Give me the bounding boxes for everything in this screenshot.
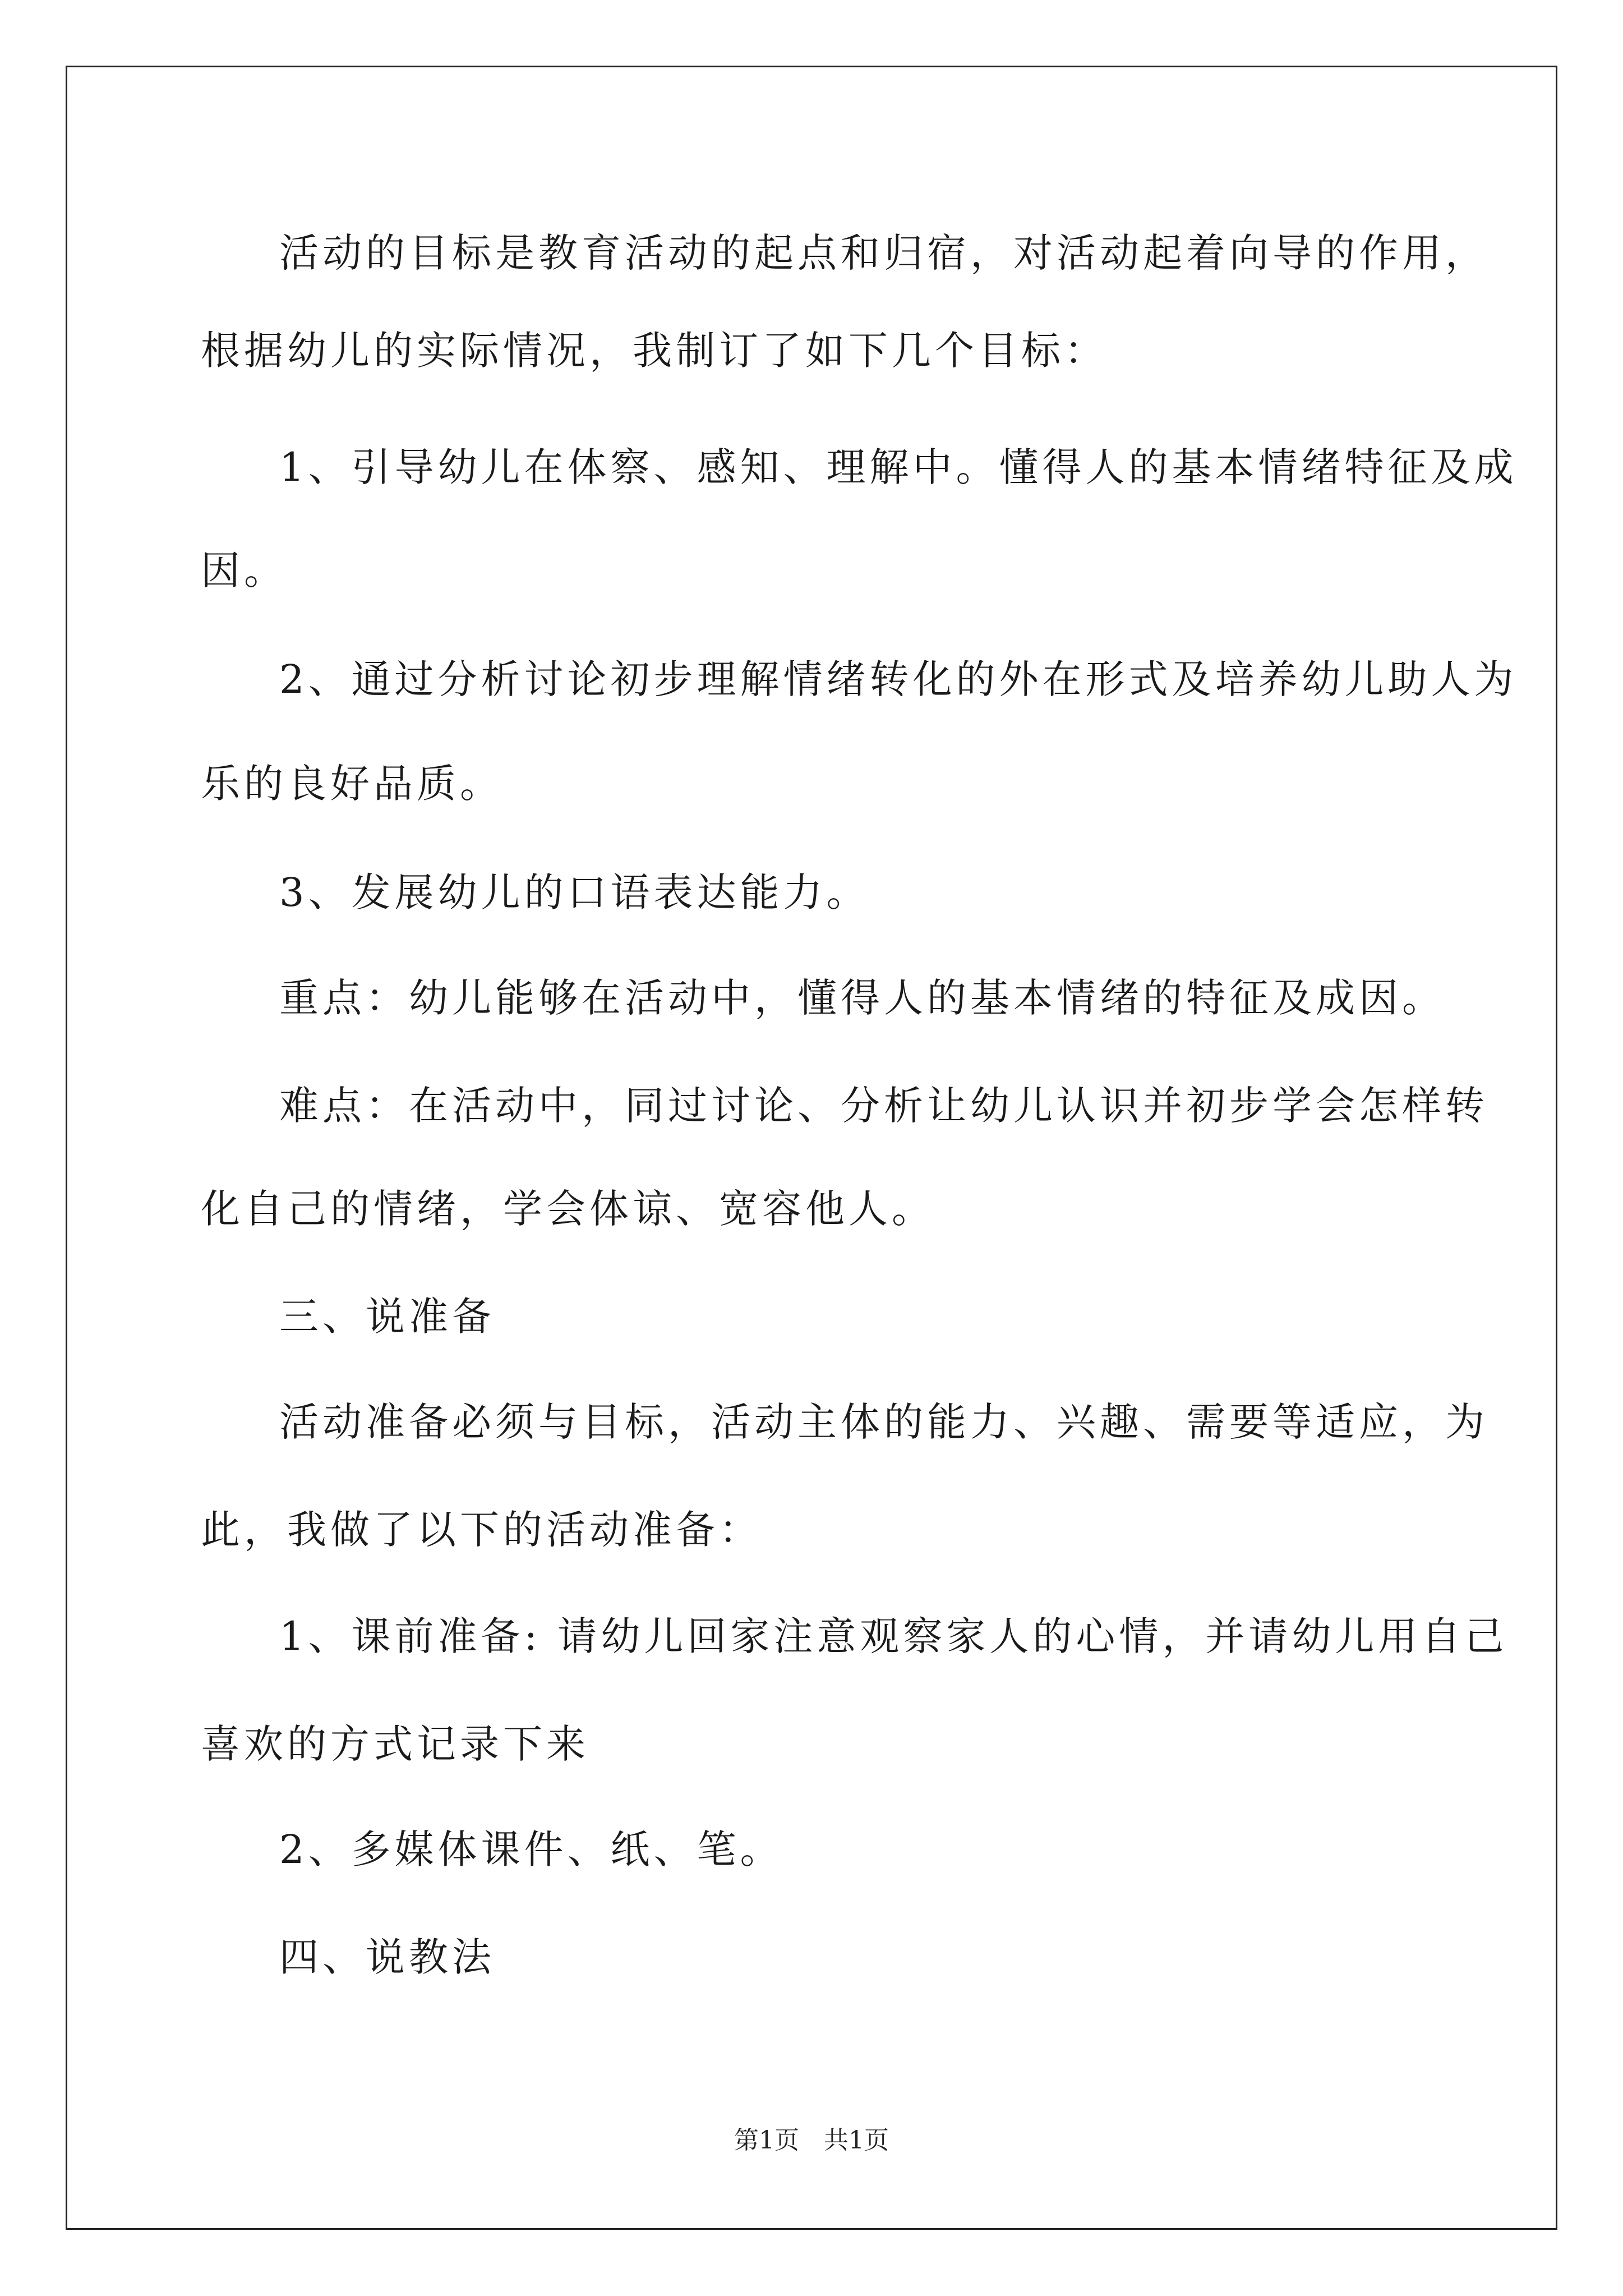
paragraph-line: 活动的目标是教育活动的起点和归宿，对活动起着向导的作用，: [279, 230, 1488, 276]
paragraph-line: 1、课前准备: 请幼儿回家注意观察家人的心情，并请幼儿用自己: [279, 1613, 1508, 1659]
page-number-footer: 第1页 共1页: [734, 2126, 889, 2155]
paragraph-line: 重点：幼儿能够在活动中，懂得人的基本情绪的特征及成因。: [279, 975, 1445, 1021]
paragraph-line: 乐的良好品质。: [201, 761, 503, 807]
paragraph-line: 难点：在活动中，同过讨论、分析让幼儿认识并初步学会怎样转: [279, 1083, 1488, 1129]
paragraph-line: 喜欢的方式记录下来: [201, 1721, 589, 1767]
paragraph-line: 化自己的情绪，学会体谅、宽容他人。: [201, 1186, 935, 1232]
paragraph-line: 1、引导幼儿在体察、感知、理解中。懂得人的基本情绪特征及成: [279, 444, 1518, 490]
paragraph-line: 3、发展幼儿的口语表达能力。: [279, 869, 870, 915]
paragraph-line: 根据幼儿的实际情况，我制订了如下几个目标：: [201, 328, 1108, 374]
page-border: [66, 66, 1557, 2230]
section-heading: 四、说教法: [279, 1934, 495, 1980]
paragraph-line: 因。: [201, 547, 287, 593]
section-heading: 三、说准备: [279, 1294, 495, 1340]
paragraph-line: 活动准备必须与目标，活动主体的能力、兴趣、需要等适应，为: [279, 1399, 1488, 1445]
paragraph-line: 2、多媒体课件、纸、笔。: [279, 1826, 783, 1872]
paragraph-line: 此，我做了以下的活动准备：: [201, 1507, 762, 1553]
paragraph-line: 2、通过分析讨论初步理解情绪转化的外在形式及培养幼儿助人为: [279, 656, 1518, 702]
